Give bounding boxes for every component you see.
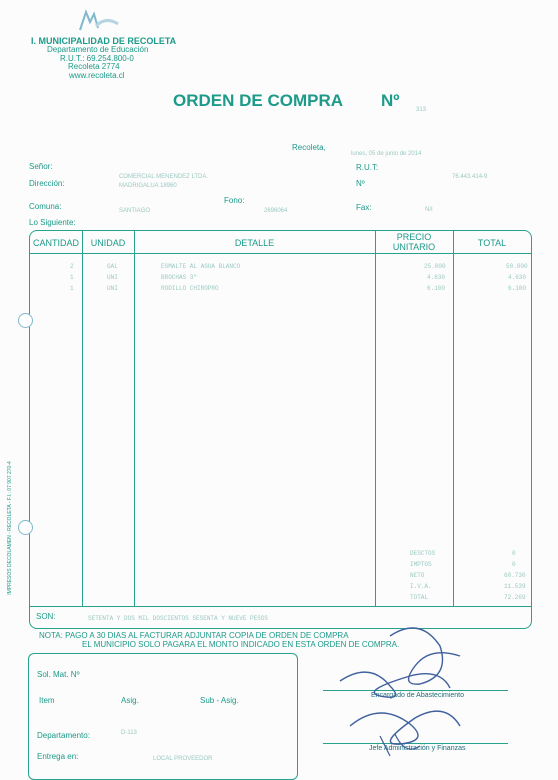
row-total: 6.100 [508, 285, 527, 292]
col-header-cantidad: CANTIDAD [32, 238, 79, 248]
binder-hole-bottom [18, 520, 33, 535]
jefe-label: Jefe Administración y Finanzas [369, 745, 466, 752]
col-header-unidad: UNIDAD [90, 238, 126, 248]
summary-value: 60.730 [504, 572, 526, 579]
no-label: Nº [356, 179, 365, 188]
row-detalle: RODILLO CHIROPRO [161, 285, 219, 292]
row-unidad: UNI [107, 274, 118, 281]
summary-label: I.V.A. [410, 583, 432, 590]
row-detalle: BROCHAS 3" [161, 274, 198, 281]
supplier-name: COMERCIAL MENENDEZ LTDA. [119, 174, 209, 180]
binder-hole-top [18, 313, 33, 328]
page-title: ORDEN DE COMPRA [173, 91, 344, 110]
departamento-label: Departamento: [37, 731, 90, 740]
comuna-value: SANTIAGO [119, 208, 151, 214]
row-total: 4.630 [508, 274, 527, 281]
col-header-detalle: DETALLE [234, 238, 275, 248]
department-text: Departamento de Educación [47, 45, 149, 54]
subasig-label: Sub - Asig. [200, 696, 239, 705]
summary-value: 11.539 [504, 583, 526, 590]
summary-value: 0 [512, 550, 516, 557]
row-unidad: UNI [107, 285, 118, 292]
direccion-label: Dirección: [29, 179, 65, 188]
lo-siguiente-label: Lo Siguiente: [29, 218, 76, 227]
row-precio: 6.100 [427, 285, 446, 292]
footer-box [28, 653, 298, 780]
asig-label: Asig. [121, 696, 139, 705]
comuna-label: Comuna: [29, 202, 62, 211]
supplier-rut: 76.443.414-9 [452, 174, 488, 180]
rut-label: R.U.T: [356, 163, 379, 172]
fax-label: Fax: [356, 203, 372, 212]
item-label: Item [39, 696, 55, 705]
org-name: I. MUNICIPALIDAD DE RECOLETA [31, 36, 177, 46]
entrega-label: Entrega en: [37, 752, 79, 761]
fono-label: Fono: [224, 196, 245, 205]
departamento-value: D-113 [121, 730, 137, 736]
summary-value: 0 [512, 561, 516, 568]
number-label: Nº [381, 91, 400, 110]
fono-value: 2696064 [264, 208, 288, 214]
date-value: lunes, 05 de junio de 2014 [351, 151, 422, 157]
row-detalle: ESMALTE AL AGUA BLANCO [161, 263, 241, 270]
fax-value: N/I [425, 207, 433, 213]
place-label: Recoleta, [292, 143, 326, 152]
items-table [29, 230, 532, 629]
note-line-1: NOTA: PAGO A 30 DIAS AL FACTURAR ADJUNTAR COPIA DE ORDEN DE COMPRA [39, 631, 349, 640]
entrega-value: LOCAL PROVEEDOR [153, 756, 213, 762]
note-line-2: EL MUNICIPIO SOLO PAGARA EL MONTO INDICADO EN ESTA ORDEN DE COMPRA. [82, 640, 400, 649]
row-total: 50.000 [506, 263, 528, 270]
senor-label: Señor: [29, 162, 53, 171]
summary-label: IMPTOS [410, 561, 432, 568]
col-header-precio: PRECIO UNITARIO [392, 232, 436, 252]
address-text: Recoleta 2774 [68, 62, 120, 71]
website-text: www.recoleta.cl [69, 71, 125, 80]
summary-label: TOTAL [410, 594, 429, 601]
summary-label: NETO [410, 572, 425, 579]
rut-text: R.U.T.: 69.254.800-0 [60, 54, 134, 63]
col-header-total: TOTAL [477, 238, 507, 248]
order-number: 313 [416, 107, 427, 113]
son-label: SON: [36, 612, 56, 621]
municipal-logo [72, 8, 120, 34]
summary-value: 72.269 [504, 594, 526, 601]
row-precio: 25.000 [424, 263, 446, 270]
sol-mat-label: Sol. Mat. Nº [37, 670, 80, 679]
son-value: SETENTA Y DOS MIL DOSCIENTOS SESENTA Y NUEVE PESOS [88, 615, 269, 622]
row-cantidad: 1 [70, 285, 74, 292]
row-unidad: GAL [107, 263, 118, 270]
encargado-label: Encargado de Abastecimiento [371, 692, 465, 699]
row-precio: 4.630 [427, 274, 446, 281]
summary-label: DESCTOS [410, 550, 436, 557]
handwritten-signature [320, 606, 470, 768]
row-cantidad: 1 [70, 274, 74, 281]
side-print-text: IMPRESOS DECOLAMEN - RECOLETA - F.I.: 07 907 270-4 [7, 461, 13, 595]
row-cantidad: 2 [70, 263, 74, 270]
supplier-address: MADRIGALUA 18960 [119, 183, 177, 189]
